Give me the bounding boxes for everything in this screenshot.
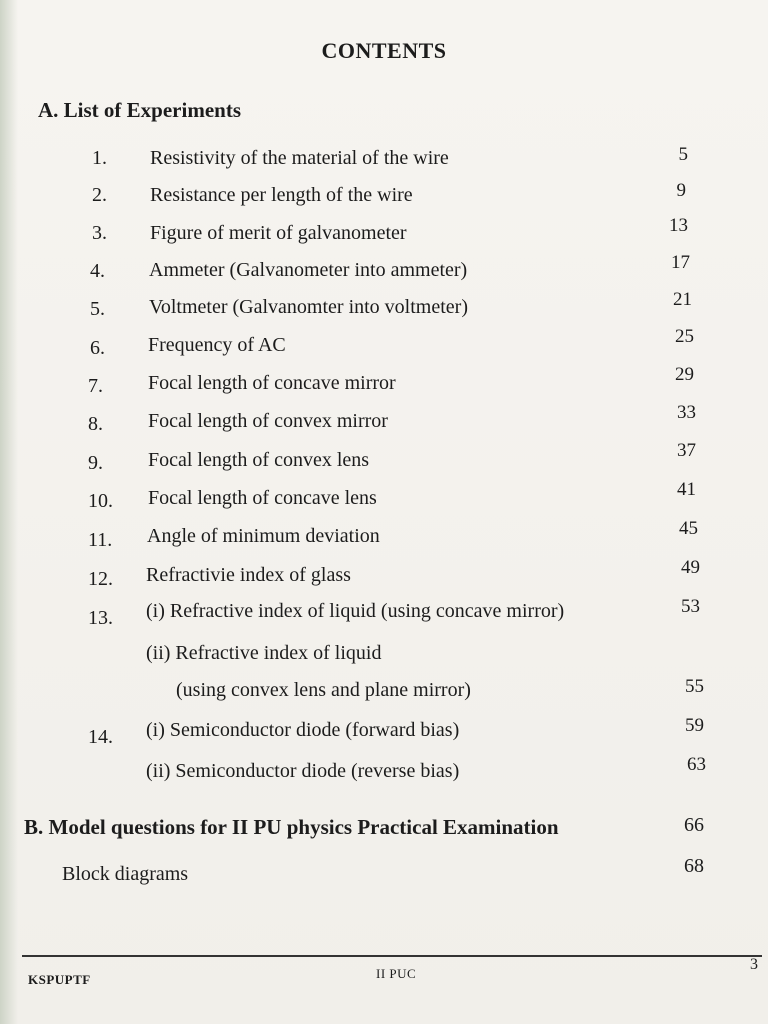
item-page: 9 — [676, 180, 686, 201]
item-number: 10. — [88, 490, 113, 512]
item-page: 25 — [675, 326, 694, 347]
item-number: 14. — [88, 726, 113, 748]
item-label: (ii) Semiconductor diode (reverse bias) — [146, 760, 460, 782]
item-number: 4. — [90, 260, 105, 282]
item-label: Focal length of concave lens — [148, 487, 377, 509]
block-diagrams-label: Block diagrams — [62, 863, 189, 885]
section-b-heading: B. Model questions for II PU physics Practical Examination — [24, 815, 559, 839]
item-page: 63 — [687, 754, 706, 775]
section-a-heading: A. List of Experiments — [38, 98, 241, 122]
item-label: Resistance per length of the wire — [150, 184, 413, 206]
footer-rule — [22, 955, 762, 957]
item-page: 59 — [685, 715, 704, 736]
page-edge-shadow — [0, 0, 18, 1024]
section-b-page: 66 — [684, 814, 704, 836]
item-label: Ammeter (Galvanometer into ammeter) — [149, 259, 468, 281]
item-page: 29 — [675, 364, 694, 385]
item-page: 45 — [679, 518, 698, 539]
item-label: Refractivie index of glass — [146, 564, 351, 586]
item-number: 7. — [88, 375, 103, 397]
item-label: Resistivity of the material of the wire — [150, 147, 449, 169]
item-page: 13 — [669, 215, 688, 236]
item-label: (i) Semiconductor diode (forward bias) — [146, 719, 460, 741]
item-number: 5. — [90, 298, 105, 320]
item-label: Angle of minimum deviation — [147, 525, 380, 547]
item-number: 11. — [88, 529, 113, 551]
page-number: 3 — [750, 956, 759, 973]
item-page: 5 — [678, 144, 688, 165]
item-label: (ii) Refractive index of liquid — [146, 642, 382, 664]
item-number: 6. — [90, 337, 105, 359]
item-number: 9. — [88, 452, 103, 474]
item-page: 41 — [677, 479, 696, 500]
item-label: (using convex lens and plane mirror) — [176, 679, 471, 701]
footer-center-text: II PUC — [376, 966, 417, 981]
item-page: 55 — [685, 676, 704, 697]
item-page: 53 — [681, 596, 700, 617]
item-number: 8. — [88, 413, 103, 435]
footer-left-text: KSPUPTF — [28, 972, 91, 987]
item-number: 12. — [88, 568, 113, 590]
item-label: Focal length of convex lens — [148, 449, 370, 471]
page-title: CONTENTS — [321, 38, 447, 63]
item-page: 17 — [671, 252, 690, 273]
item-page: 33 — [677, 402, 696, 423]
item-label: Figure of merit of galvanometer — [150, 222, 407, 244]
item-label: Focal length of convex mirror — [148, 410, 388, 432]
item-label: Frequency of AC — [148, 334, 286, 356]
item-page: 49 — [681, 557, 700, 578]
item-label: (i) Refractive index of liquid (using concave mirror) — [146, 600, 565, 622]
item-number: 1. — [92, 147, 107, 169]
item-number: 2. — [92, 184, 107, 206]
item-page: 37 — [677, 440, 696, 461]
item-label: Focal length of concave mirror — [148, 372, 396, 394]
item-label: Voltmeter (Galvanomter into voltmeter) — [149, 296, 468, 318]
item-page: 21 — [673, 289, 692, 310]
item-number: 3. — [92, 222, 107, 244]
block-diagrams-page: 68 — [684, 855, 704, 877]
item-number: 13. — [88, 607, 113, 629]
